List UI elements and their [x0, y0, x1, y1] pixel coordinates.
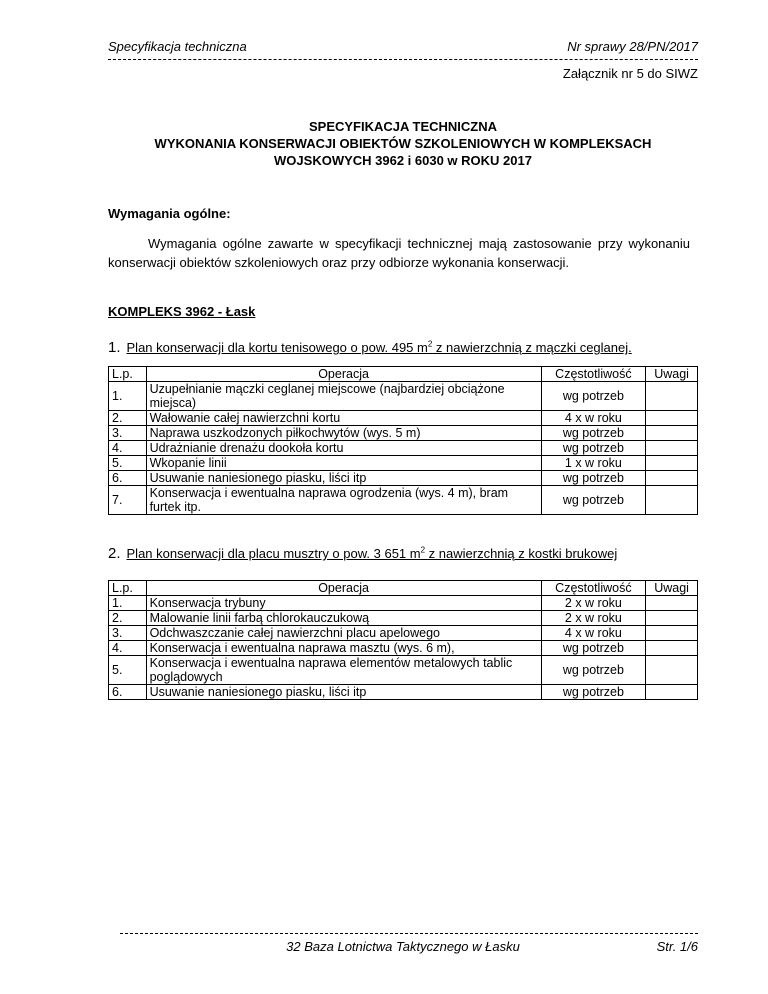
cell-operation: Usuwanie naniesionego piasku, liści itp — [146, 685, 541, 700]
cell-frequency: wg potrzeb — [541, 471, 646, 486]
general-requirements-text: Wymagania ogólne zawarte w specyfikacji technicznej mają zastosowanie przy wykonaniu konserwacji obiektów szkoleniowych oraz przy odbiorze wykonania konserwacji. — [108, 236, 690, 270]
table-row — [109, 685, 698, 700]
cell-frequency: wg potrzeb — [541, 641, 646, 656]
table-row — [109, 596, 698, 611]
cell-frequency: 1 x w roku — [541, 456, 646, 471]
table-header-row — [109, 581, 698, 596]
complex-title: KOMPLEKS 3962 - Łask — [108, 304, 256, 319]
cell-frequency: wg potrzeb — [541, 685, 646, 700]
annex-label: Załącznik nr 5 do SIWZ — [562, 66, 698, 81]
table-row — [109, 656, 698, 685]
cell-notes — [646, 596, 698, 611]
header-case-number: Nr sprawy 28/PN/2017 — [567, 39, 698, 54]
col-header-lp: L.p. — [109, 367, 147, 382]
cell-operation: Wkopanie linii — [146, 456, 541, 471]
table-row — [109, 441, 698, 456]
cell-lp: 6. — [109, 685, 147, 700]
section-2-title: Plan konserwacji dla placu musztry o pow. 3 651 m — [126, 546, 421, 561]
col-header-notes: Uwagi — [646, 367, 698, 382]
title-line-1: SPECYFIKACJA TECHNICZNA — [308, 119, 498, 134]
cell-notes — [646, 641, 698, 656]
cell-notes — [646, 656, 698, 685]
title-line-3: WOJSKOWYCH 3962 i 6030 w ROKU 2017 — [274, 153, 532, 168]
cell-notes — [646, 611, 698, 626]
cell-lp: 7. — [109, 486, 147, 515]
cell-frequency: wg potrzeb — [541, 656, 646, 685]
cell-frequency: 2 x w roku — [541, 611, 646, 626]
section-1-title-rest: z nawierzchnią z mączki ceglanej. — [432, 340, 632, 355]
col-header-operation: Operacja — [146, 581, 541, 596]
general-requirements-heading: Wymagania ogólne: — [108, 206, 231, 221]
footer-page-number: Str. 1/6 — [656, 939, 698, 954]
table-row — [109, 626, 698, 641]
col-header-operation: Operacja — [146, 367, 541, 382]
cell-notes — [646, 382, 698, 411]
page-header — [108, 39, 698, 57]
cell-notes — [646, 626, 698, 641]
footer-divider — [120, 933, 698, 934]
table-row — [109, 486, 698, 515]
cell-lp: 3. — [109, 426, 147, 441]
section-1-sup: 2 — [427, 339, 433, 349]
cell-notes — [646, 441, 698, 456]
cell-frequency: wg potrzeb — [541, 382, 646, 411]
cell-operation: Konserwacja i ewentualna naprawa masztu (wys. 6 m), — [146, 641, 541, 656]
col-header-notes: Uwagi — [646, 581, 698, 596]
cell-operation: Konserwacja i ewentualna naprawa ogrodzenia (wys. 4 m), bram furtek itp. — [146, 486, 541, 515]
section-1-heading — [108, 339, 632, 356]
cell-frequency: wg potrzeb — [541, 486, 646, 515]
table-row — [109, 382, 698, 411]
cell-lp: 2. — [109, 411, 147, 426]
document-title — [108, 118, 698, 169]
cell-notes — [646, 486, 698, 515]
col-header-lp: L.p. — [109, 581, 147, 596]
cell-notes — [646, 456, 698, 471]
table-header-row — [109, 367, 698, 382]
section-1-number: 1. — [108, 339, 121, 356]
cell-operation: Naprawa uszkodzonych piłkochwytów (wys. 5 m) — [146, 426, 541, 441]
cell-frequency: 2 x w roku — [541, 596, 646, 611]
section-2-sup: 2 — [420, 545, 426, 555]
cell-operation: Wałowanie całej nawierzchni kortu — [146, 411, 541, 426]
col-header-frequency: Częstotliwość — [541, 581, 646, 596]
cell-lp: 4. — [109, 441, 147, 456]
section-1-title: Plan konserwacji dla kortu tenisowego o pow. 495 m — [126, 340, 428, 355]
cell-operation: Konserwacja trybuny — [146, 596, 541, 611]
cell-lp: 4. — [109, 641, 147, 656]
header-doc-title: Specyfikacja techniczna — [108, 39, 247, 54]
section-2-title-rest: z nawierzchnią z kostki brukowej — [425, 546, 618, 561]
cell-notes — [646, 471, 698, 486]
table-row — [109, 411, 698, 426]
cell-frequency: 4 x w roku — [541, 411, 646, 426]
col-header-frequency: Częstotliwość — [541, 367, 646, 382]
table-row — [109, 456, 698, 471]
cell-lp: 6. — [109, 471, 147, 486]
cell-operation: Konserwacja i ewentualna naprawa elementów metalowych tablic poglądowych — [146, 656, 541, 685]
cell-notes — [646, 685, 698, 700]
maintenance-table-court — [108, 366, 698, 515]
maintenance-table-parade-ground — [108, 580, 698, 700]
section-2-number: 2. — [108, 545, 121, 562]
cell-lp: 3. — [109, 626, 147, 641]
cell-operation: Odchwaszczanie całej nawierzchni placu apelowego — [146, 626, 541, 641]
cell-frequency: wg potrzeb — [541, 441, 646, 456]
footer-organization: 32 Baza Lotnictwa Taktycznego w Łasku — [286, 939, 520, 954]
table-row — [109, 426, 698, 441]
cell-operation: Usuwanie naniesionego piasku, liści itp — [146, 471, 541, 486]
cell-operation: Uzupełnianie mączki ceglanej miejscowe (najbardziej obciążone miejsca) — [146, 382, 541, 411]
table-row — [109, 641, 698, 656]
cell-lp: 1. — [109, 596, 147, 611]
cell-frequency: 4 x w roku — [541, 626, 646, 641]
cell-lp: 2. — [109, 611, 147, 626]
cell-lp: 5. — [109, 656, 147, 685]
cell-operation: Udrażnianie drenażu dookoła kortu — [146, 441, 541, 456]
table-row — [109, 471, 698, 486]
cell-operation: Malowanie linii farbą chlorokauczukową — [146, 611, 541, 626]
table-row — [109, 611, 698, 626]
cell-notes — [646, 411, 698, 426]
cell-lp: 1. — [109, 382, 147, 411]
cell-lp: 5. — [109, 456, 147, 471]
section-2-heading — [108, 545, 617, 562]
cell-notes — [646, 426, 698, 441]
header-divider — [108, 59, 698, 60]
title-line-2: WYKONANIA KONSERWACJI OBIEKTÓW SZKOLENIOWYCH W KOMPLEKSACH — [154, 136, 652, 151]
cell-frequency: wg potrzeb — [541, 426, 646, 441]
